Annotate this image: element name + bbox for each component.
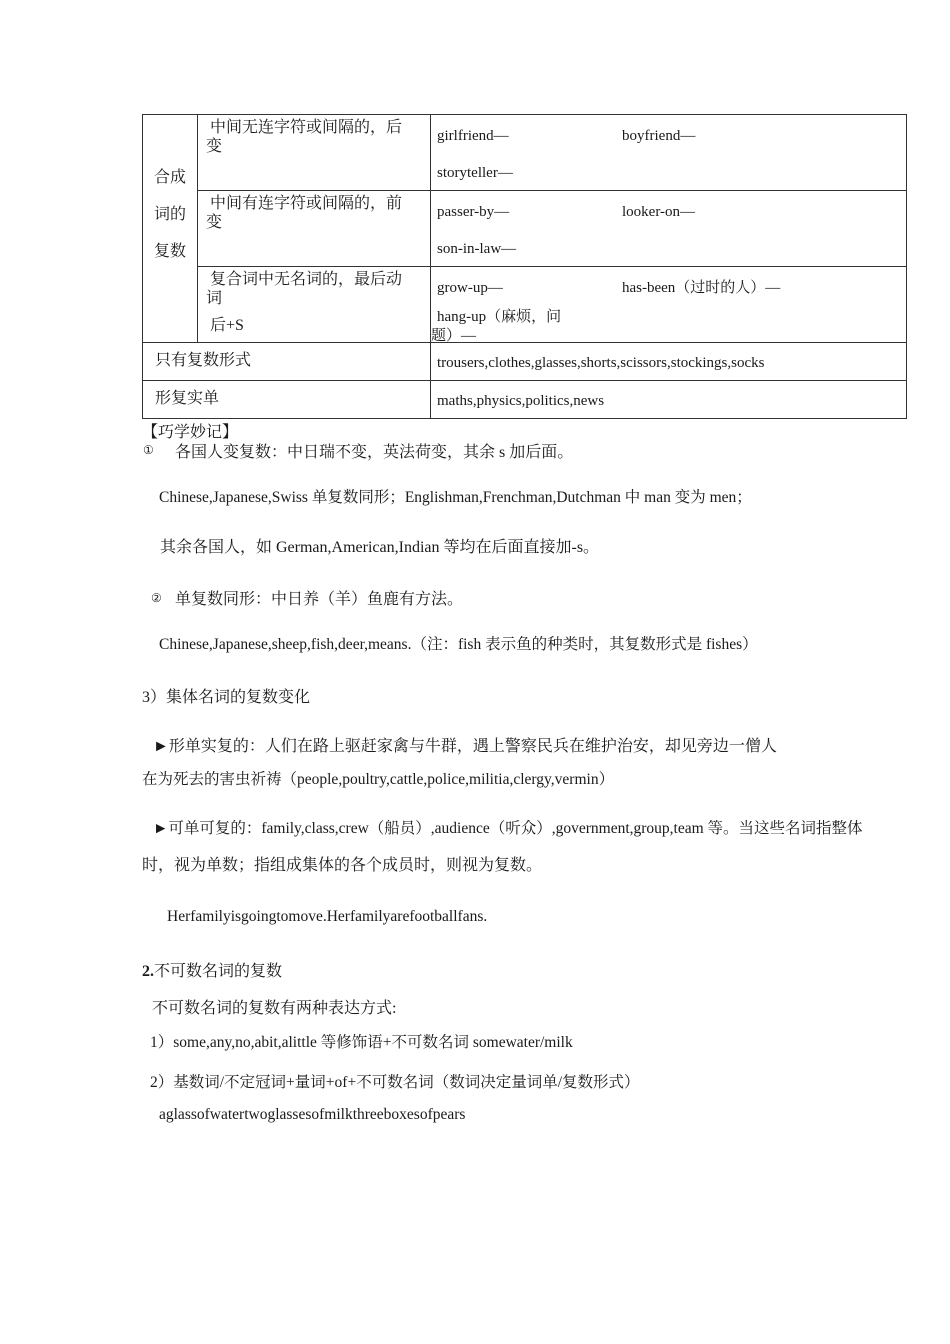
example-word: has-been（过时的人）— xyxy=(622,280,781,296)
example-word: son-in-law— xyxy=(437,241,517,257)
plural-form-singular-value: maths,physics,politics,news xyxy=(437,393,605,409)
uncountable-intro: 不可数名词的复数有两种表达方式: xyxy=(152,1000,397,1017)
example-word: storyteller— xyxy=(437,165,513,181)
group-label-line: 合成 xyxy=(153,169,186,186)
example-word: boyfriend— xyxy=(622,128,696,144)
example-word: 题）— xyxy=(431,328,477,344)
rule-line: 后+S xyxy=(210,317,244,334)
plural-form-singular-value-cell xyxy=(431,381,907,419)
plural-form-singular-label: 形复实单 xyxy=(155,390,220,407)
example-word: hang-up（麻烦，问 xyxy=(437,309,562,325)
examples-cell xyxy=(431,191,907,267)
rule-line: 变 xyxy=(206,214,223,231)
only-plural-value: trousers,clothes,glasses,shorts,scissors,stockings,socks xyxy=(437,355,765,371)
tips-item2-line2: Chinese,Japanese,sheep,fish,deer,means.（注：fish 表示鱼的种类时，其复数形式是 fishes） xyxy=(159,636,758,653)
rule-line: 变 xyxy=(206,138,223,155)
group-label-line: 词的 xyxy=(153,206,186,223)
rule-cell xyxy=(198,191,431,267)
item2-marker: ② xyxy=(151,591,162,605)
tips-item1-line2: Chinese,Japanese,Swiss 单复数同形；Englishman,Frenchman,Dutchman 中 man 变为 men； xyxy=(159,489,752,506)
examples-cell xyxy=(431,115,907,191)
group-label-cell xyxy=(143,115,198,343)
only-plural-value-cell xyxy=(431,343,907,381)
rule-line: 中间无连字符或间隔的，后 xyxy=(210,119,403,136)
collective-p2-line1: ►可单可复的：family,class,crew（船员）,audience（听众）,government,group,team 等。当这些名词指整体 xyxy=(153,820,863,837)
compound-plural-table xyxy=(142,114,907,419)
only-plural-label-cell xyxy=(143,343,431,381)
item1-marker: ① xyxy=(143,443,154,457)
plural-form-singular-label-cell xyxy=(143,381,431,419)
collective-example: Herfamilyisgoingtomove.Herfamilyarefootballfans. xyxy=(167,908,488,925)
example-word: passer-by— xyxy=(437,204,510,220)
uncountable-way2-example: aglassofwatertwoglassesofmilkthreeboxesofpears xyxy=(159,1106,466,1123)
tips-item2: 单复数同形：中日养（羊）鱼鹿有方法。 xyxy=(175,591,464,608)
collective-p1-line2: 在为死去的害虫祈祷（people,poultry,cattle,police,militia,clergy,vermin） xyxy=(142,771,615,788)
examples-cell xyxy=(431,267,907,343)
collective-p1-line1: ►形单实复的：人们在路上驱赶家禽与牛群，遇上警察民兵在维护治安，却见旁边一僧人 xyxy=(153,738,777,755)
rule-cell xyxy=(198,267,431,343)
rule-line: 词 xyxy=(206,290,223,307)
tips-item1-line3: 其余各国人，如 German,American,Indian 等均在后面直接加-s。 xyxy=(160,539,600,556)
rule-line: 复合词中无名词的，最后动 xyxy=(210,271,403,288)
example-word: girlfriend— xyxy=(437,128,509,144)
group-label-line: 复数 xyxy=(153,243,186,260)
uncountable-way1: 1）some,any,no,abit,alittle 等修饰语+不可数名词 somewater/milk xyxy=(150,1034,573,1051)
tips-item1: 各国人变复数：中日瑞不变，英法荷变，其余 s 加后面。 xyxy=(175,444,574,461)
uncountable-way2: 2）基数词/不定冠词+量词+of+不可数名词（数词决定量词单/复数形式） xyxy=(150,1074,640,1091)
rule-cell xyxy=(198,115,431,191)
tips-heading: 【巧学妙记】 xyxy=(142,424,239,441)
only-plural-label: 只有复数形式 xyxy=(155,352,252,369)
example-word: grow-up— xyxy=(437,280,503,296)
collective-heading: 3）集体名词的复数变化 xyxy=(142,689,311,706)
rule-line: 中间有连字符或间隔的，前 xyxy=(210,195,403,212)
collective-p2-line2: 时，视为单数；指组成集体的各个成员时，则视为复数。 xyxy=(142,857,543,874)
uncountable-heading-number: 2. xyxy=(142,963,154,980)
uncountable-heading-text: 不可数名词的复数 xyxy=(154,963,283,980)
example-word: looker-on— xyxy=(622,204,696,220)
uncountable-heading xyxy=(142,958,282,981)
